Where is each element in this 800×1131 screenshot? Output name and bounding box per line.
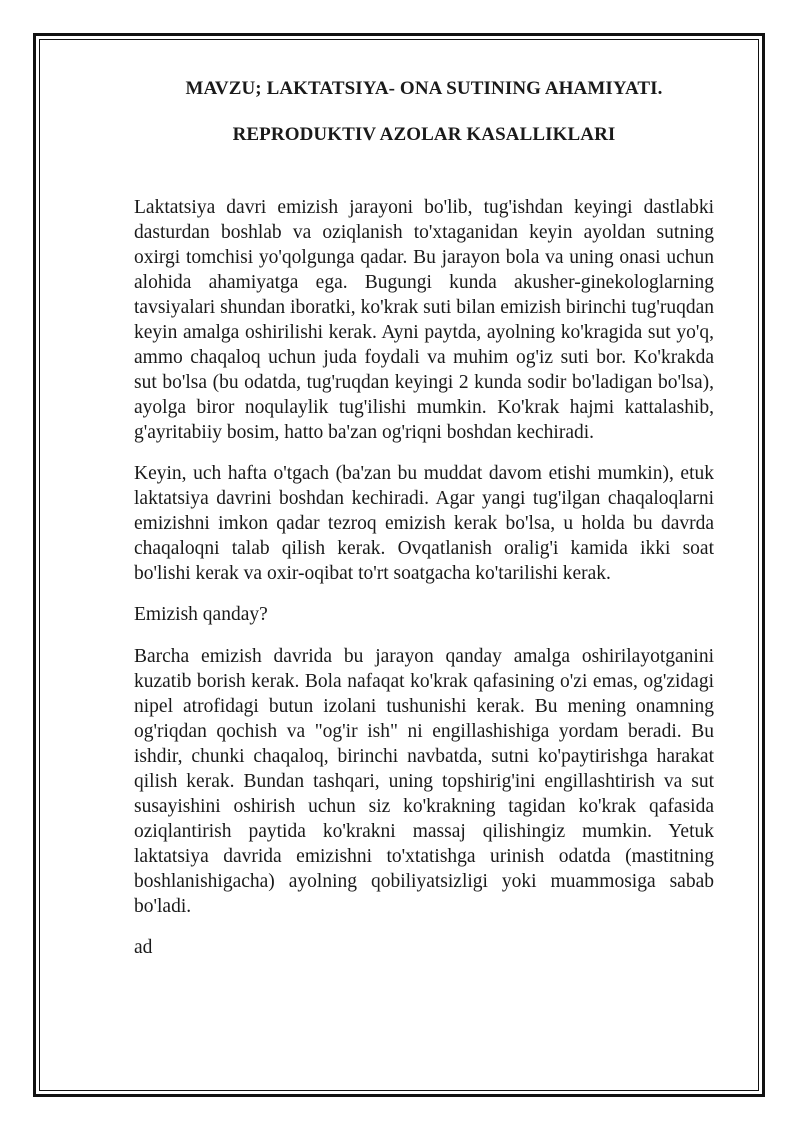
section-heading: Emizish qanday?: [134, 604, 268, 625]
paragraph-1: Laktatsiya davri emizish jarayoni bo'lib, tug'ishdan keyingi dastlabki dasturdan boshlab va oziqlanish to'xtaganidan keyin ayoldan sutning oxirgi tomchisi yo'qolgunga qadar. Bu jarayon bola va uning onasi uchun alohida ahamiyatga ega. Bugungi kunda akusher-ginekologlarning tavsiyalari shundan iboratki, ko'krak suti bilan emizish birinchi tug'ruqdan keyin amalga oshirilishi kerak. Ayni paytda, ayolning ko'kragida sut yo'q, ammo chaqaloq uchun juda foydali va muhim og'iz suti bor. Ko'krakda sut bo'lsa (bu odatda, tug'ruqdan keyingi 2 kunda sodir bo'ladigan bo'lsa), ayolga biror noqulaylik tug'ilishi mumkin. Ko'krak hajmi kattalashib, g'ayritabiiy bosim, hatto ba'zan og'riqni boshdan kechiradi.: [134, 197, 714, 443]
document-body: [134, 195, 714, 960]
document-subtitle: REPRODUKTIV AZOLAR KASALLIKLARI: [232, 124, 616, 145]
paragraph-2: Keyin, uch hafta o'tgach (ba'zan bu muddat davom etishi mumkin), etuk laktatsiya davrini boshdan kechiradi. Agar yangi tug'ilgan chaqaloqlarni emizishni imkon qadar tezroq emizish kerak bo'lsa, u holda bu davrda chaqaloqni talab qilish kerak. Ovqatlanish oralig'i kamida ikki soat bo'lishi kerak va oxir-oqibat to'rt soatgacha ko'tarilishi kerak.: [134, 463, 714, 584]
document-page: [134, 74, 714, 960]
trailing-text: ad: [134, 937, 153, 958]
document-title: MAVZU; LAKTATSIYA- ONA SUTINING AHAMIYATI.: [185, 78, 663, 99]
paragraph-3: Barcha emizish davrida bu jarayon qanday amalga oshirilayotganini kuzatib borish kerak. Bola nafaqat ko'krak qafasining o'zi emas, og'zidagi nipel atrofidagi butun izolani tushunishi kerak. Bu mening onamning og'riqdan qochish va "og'ir ish" ni engillashishiga yordam beradi. Bu ishdir, chunki chaqaloq, birinchi navbatda, sutni ko'paytirishga harakat qilish kerak. Bundan tashqari, uning topshirig'ini engillashtirish va sut susayishini oshirish uchun siz ko'krakning tagidan ko'krak qafasida oziqlantirish paytida ko'krakni massaj qilishingiz mumkin. Yetuk laktatsiya davrida emizishni to'xtatishga urinish odatda (mastitning boshlanishigacha) ayolning qobiliyatsizligi yoki muammosiga sabab bo'ladi.: [134, 646, 714, 917]
